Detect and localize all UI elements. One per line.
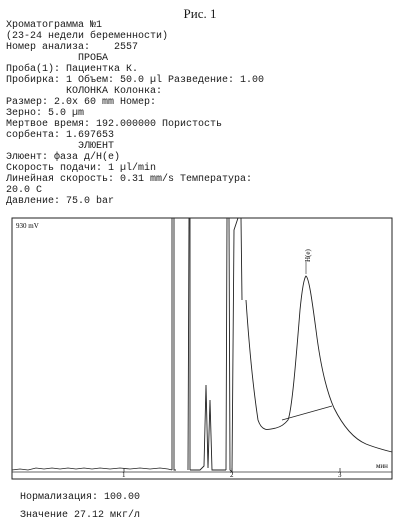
report-line-8: Размер: 2.0х 60 mm Номер:: [6, 97, 157, 108]
trace-solvent-front: [172, 218, 190, 470]
report-line-10: Мертвое время: 192.000000 Пористость: [6, 119, 223, 130]
report-line-1: Хроматограмма №1: [6, 20, 103, 31]
report-line-5: Проба(1): Пациентка К.: [6, 64, 139, 75]
report-line-7: КОЛОНКА Колонка:: [6, 86, 163, 97]
report-line-6: Пробирка: 1 Объем: 50.0 µl Разведение: 1.00: [6, 75, 265, 86]
report-line-17: Давление: 75.0 bar: [6, 196, 115, 207]
figure-title: Рис. 1: [183, 6, 217, 21]
value-text: Значение 27.12 мкг/л: [20, 510, 141, 521]
x-tick-label-2: 2: [230, 471, 234, 479]
trace-main-excursion: [226, 218, 242, 472]
chart-frame: [12, 218, 392, 479]
report-line-15: Линейная скорость: 0.31 mm/s Температура:: [6, 174, 253, 185]
x-tick-label-3: 3: [338, 471, 342, 479]
report-line-16: 20.0 С: [6, 185, 43, 196]
x-tick-label-1: 1: [122, 471, 126, 479]
x-axis-unit: мин: [376, 462, 388, 470]
trace-baseline-start: [12, 468, 172, 470]
trace-he-peak: [246, 276, 392, 452]
report-line-13: Элюент: фаза д/Н(е): [6, 152, 121, 163]
report-line-3: Номер анализа: 2557: [6, 42, 139, 53]
report-line-11: сорбента: 1.697653: [6, 130, 115, 141]
report-line-2: (23-24 недели беременности): [6, 31, 169, 42]
y-axis-label: 930 mV: [16, 222, 39, 230]
report-line-9: Зерно: 5.0 µm: [6, 108, 85, 119]
report-line-4: ПРОБА: [6, 53, 109, 64]
report-line-12: ЭЛЮЕНТ: [6, 141, 115, 152]
trace-small-peaks: [190, 385, 226, 470]
report-line-14: Скорость подачи: 1 µl/min: [6, 163, 157, 174]
peak-label-he: Н(е): [304, 249, 312, 262]
normalization-text: Нормализация: 100.00: [20, 492, 141, 503]
